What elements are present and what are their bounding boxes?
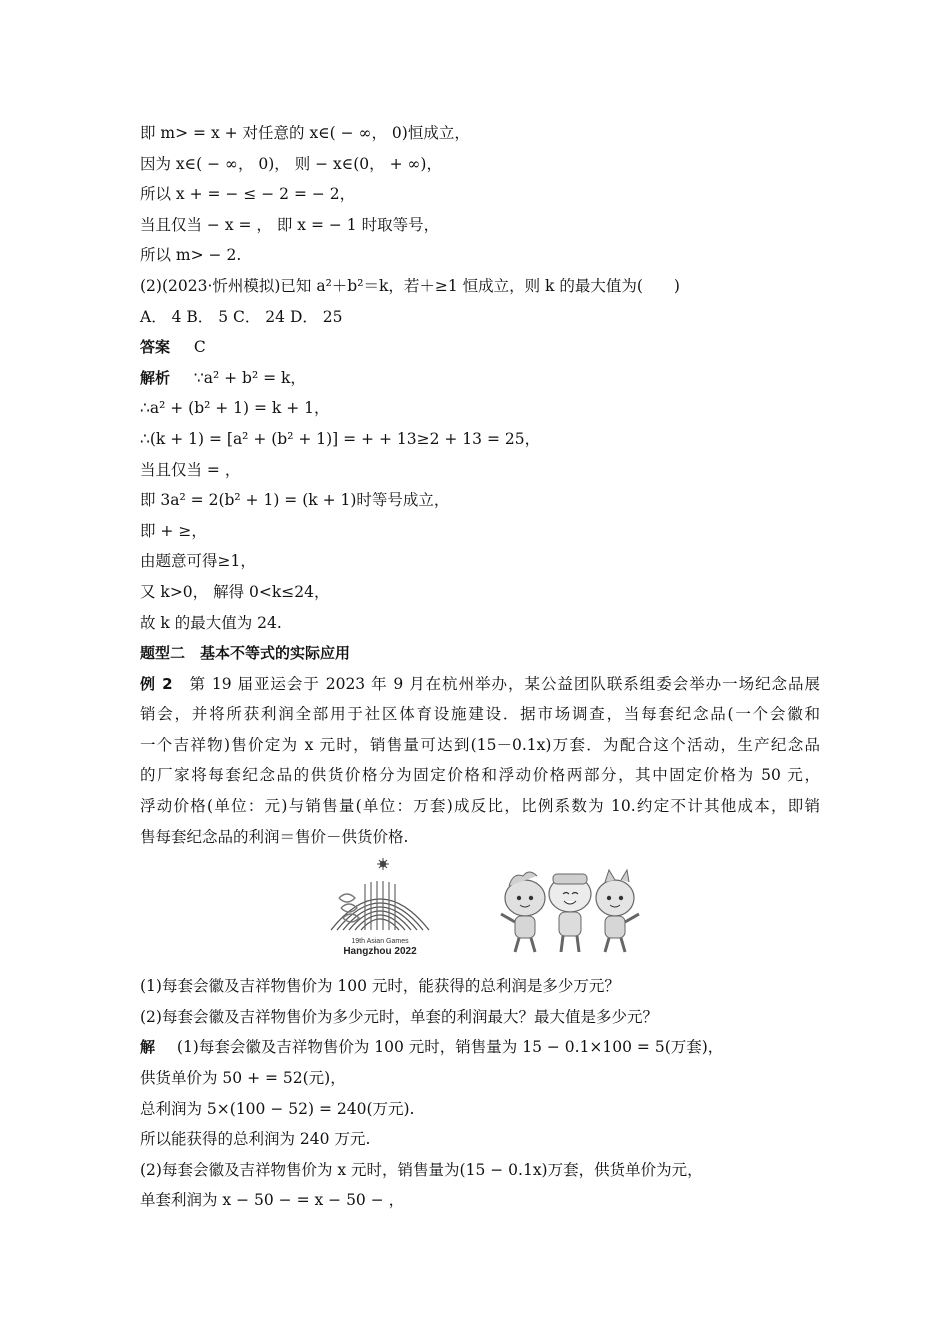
text-line: 当且仅当 − x = ， 即 x = − 1 时取等号， <box>140 215 440 234</box>
text-line: 因为 x∈( − ∞， 0)， 则 − x∈(0， + ∞)， <box>140 154 442 173</box>
arcs-emblem <box>331 899 429 930</box>
text-line: 故 k 的最大值为 24. <box>140 613 282 632</box>
text-line: 售每套纪念品的利润＝售价－供货价格. <box>140 827 409 846</box>
solution-block <box>140 1032 820 1216</box>
answer-label: 答案 <box>140 338 171 357</box>
questions-block <box>140 971 820 1032</box>
example-label: 例 2 <box>140 674 173 693</box>
figure-row <box>140 858 820 963</box>
text-line: ∴(k + 1) = [a² + (b² + 1)] = + + 13≥2 + 13 = 25， <box>140 429 541 448</box>
text-line: 所以 m> − 2. <box>140 246 242 265</box>
solution-continued <box>140 118 820 332</box>
solution-label: 解 <box>140 1038 156 1057</box>
text-line: 当且仅当 = ， <box>140 460 241 479</box>
text-line: 又 k>0， 解得 0<k≤24， <box>140 582 330 601</box>
text-line: 单套利润为 x − 50 − = x − 50 − ， <box>140 1191 405 1210</box>
text-line: 浮动价格(单位：元)与销售量(单位：万套)成反比，比例系数为 10.约定不计其他成本，即销 <box>140 797 820 816</box>
text-line: 即 3a² = 2(b² + 1) = (k + 1)时等号成立， <box>140 491 450 510</box>
document-page <box>140 118 820 1216</box>
text-line: 所以 x + = − ≤ − 2 = − 2， <box>140 185 356 204</box>
solution-text: (1)每套会徽及吉祥物售价为 100 元时，销售量为 15 − 0.1×100 = 5(万套)， <box>176 1038 724 1057</box>
text-line: ∴a² + (b² + 1) = k + 1， <box>140 399 330 418</box>
mascot-center <box>549 874 591 952</box>
logo-line-2: Hangzhou 2022 <box>343 946 417 958</box>
asian-games-logo <box>325 858 435 958</box>
text-line: (2)每套会徽及吉祥物售价为 x 元时，销售量为(15 − 0.1x)万套，供货单价为元， <box>140 1160 703 1179</box>
text-line: 销会，并将所获利润全部用于社区体育设施建设．据市场调查，当每套纪念品(一个会徽和 <box>140 705 820 724</box>
mascot-left <box>501 872 545 952</box>
text-line: 即 + ≥， <box>140 521 207 540</box>
mascots-image <box>495 866 645 956</box>
text-line: 总利润为 5×(100 − 52) = 240(万元). <box>140 1099 415 1118</box>
text-line: 的厂家将每套纪念品的供货价格分为固定价格和浮动价格两部分，其中固定价格为 50 元， <box>140 766 820 785</box>
problem-statement: (2)(2023·忻州模拟)已知 a²＋b²＝k，若＋≥1 恒成立，则 k 的最大值为( ) <box>140 276 680 295</box>
section-title: 题型二 基本不等式的实际应用 <box>140 644 351 663</box>
question-1: (1)每套会徽及吉祥物售价为 100 元时，能获得的总利润是多少万元？ <box>140 977 620 996</box>
solution-first-line <box>140 1032 820 1063</box>
sun-icon <box>377 858 389 870</box>
text-line: 所以能获得的总利润为 240 万元. <box>140 1130 371 1149</box>
mascot-right <box>596 870 639 952</box>
analysis-label: 解析 <box>140 368 171 387</box>
example-first-line <box>140 669 820 700</box>
logo-line-1: 19th Asian Games <box>351 938 409 946</box>
text-line: 一个吉祥物)售价定为 x 元时，销售量可达到(15－0.1x)万套．为配合这个活动，生产纪念品 <box>140 735 820 754</box>
text-line: 即 m> = x + 对任意的 x∈( − ∞， 0)恒成立， <box>140 124 470 142</box>
text-line: 由题意可得≥1， <box>140 552 256 571</box>
answer-choices: A． 4 B． 5 C． 24 D． 25 <box>140 307 343 326</box>
example-text: 第 19 届亚运会于 2023 年 9 月在杭州举办，某公益团队联系组委会举办一场纪念品展 <box>188 674 820 693</box>
text-line: 供货单价为 50 + = 52(元)， <box>140 1069 346 1088</box>
analysis-text: ∵a² + b² = k， <box>193 368 306 387</box>
analysis-first-line <box>140 363 820 394</box>
answer-line <box>140 332 820 363</box>
answer-value: C <box>193 338 206 357</box>
example-paragraph <box>140 669 820 853</box>
question-2: (2)每套会徽及吉祥物售价为多少元时，单套的利润最大？最大值是多少元？ <box>140 1007 658 1026</box>
analysis-block <box>140 363 820 638</box>
